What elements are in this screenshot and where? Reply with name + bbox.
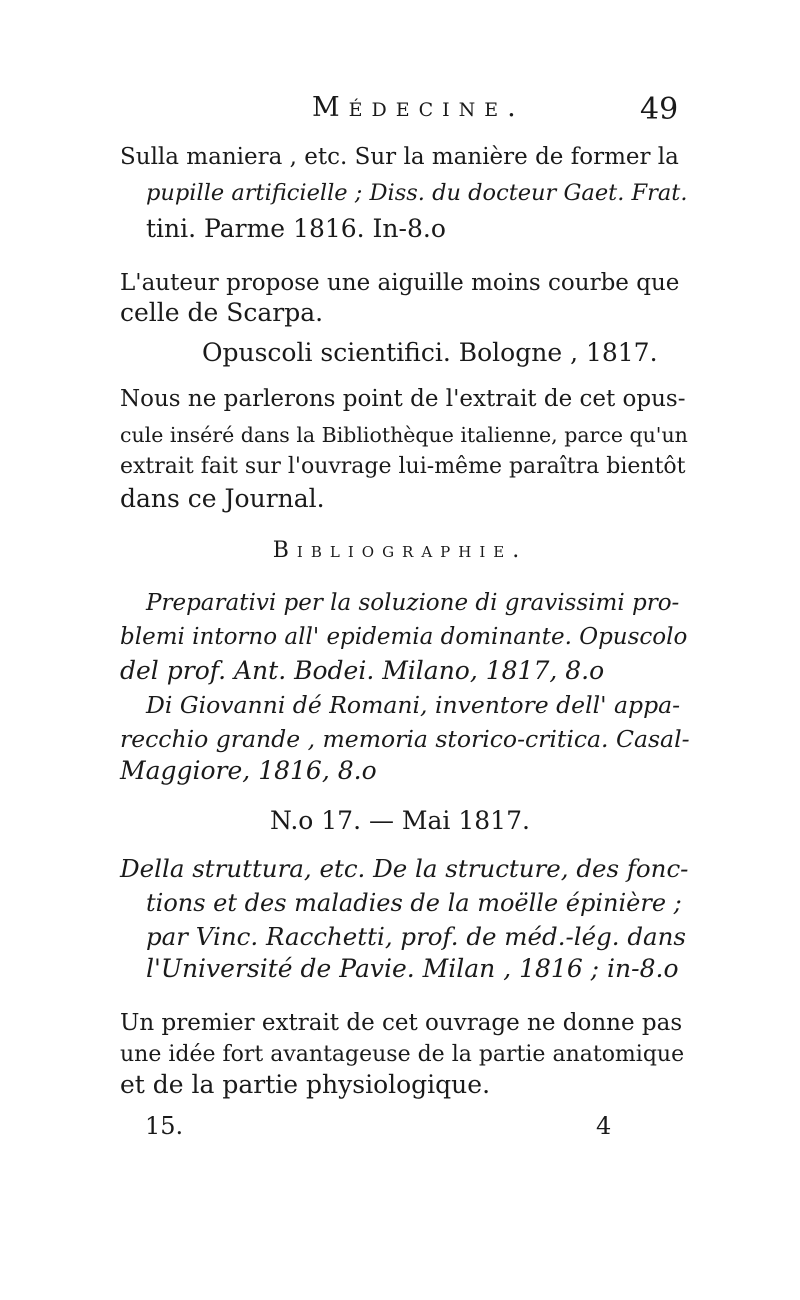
preparativi-line-2: blemi intorno all' epidemia dominante. Opuscolo	[120, 624, 688, 650]
signature-mark: 15.	[145, 1112, 184, 1140]
scarpa-note-line-2: celle de Scarpa.	[120, 298, 324, 327]
struttura-note-line-2: une idée fort avantageuse de la partie anatomique	[120, 1042, 685, 1067]
struttura-line-4: l'Université de Pavie. Milan , 1816 ; in-8.o	[146, 954, 679, 983]
running-head: Médecine.	[312, 92, 525, 123]
bibliographie-heading: Bibliographie.	[272, 538, 528, 563]
struttura-note-line-1: Un premier extrait de cet ouvrage ne donne pas	[120, 1010, 683, 1036]
opuscoli-note-line-1: Nous ne parlerons point de l'extrait de cet opus-	[120, 386, 686, 412]
opuscoli-note-line-3: extrait fait sur l'ouvrage lui-même paraîtra bientôt	[120, 454, 686, 479]
preparativi-line-3: del prof. Ant. Bodei. Milano, 1817, 8.o	[120, 656, 605, 685]
page-number: 49	[640, 92, 679, 127]
romani-line-1: Di Giovanni dé Romani, inventore dell' appa-	[146, 691, 681, 719]
struttura-line-1: Della struttura, etc. De la structure, des fonc-	[120, 854, 689, 883]
issue-heading: N.o 17. — Mai 1817.	[270, 806, 530, 835]
opuscoli-title: Opuscoli scientifici. Bologne , 1817.	[202, 338, 658, 367]
entry-sulla-line-2: pupille artificielle ; Diss. du docteur Gaet. Frat.	[146, 180, 688, 206]
romani-line-2: recchio grande , memoria storico-critica. Casal-	[120, 725, 690, 753]
opuscoli-note-line-4: dans ce Journal.	[120, 484, 325, 513]
sheet-number: 4	[596, 1112, 612, 1140]
entry-sulla-line-3: tini. Parme 1816. In-8.o	[146, 214, 446, 243]
entry-sulla-line-1: Sulla maniera , etc. Sur la manière de former la	[120, 144, 679, 170]
preparativi-line-1: Preparativi per la soluzione di gravissimi pro-	[146, 590, 680, 616]
struttura-line-3: par Vinc. Racchetti, prof. de méd.-lég. dans	[146, 922, 687, 951]
scarpa-note-line-1: L'auteur propose une aiguille moins courbe que	[120, 270, 680, 296]
struttura-note-line-3: et de la partie physiologique.	[120, 1070, 491, 1099]
struttura-line-2: tions et des maladies de la moëlle épinière ;	[146, 889, 682, 917]
romani-line-3: Maggiore, 1816, 8.o	[120, 756, 377, 785]
opuscoli-note-line-2: cule inséré dans la Bibliothèque italienne, parce qu'un	[120, 423, 688, 447]
